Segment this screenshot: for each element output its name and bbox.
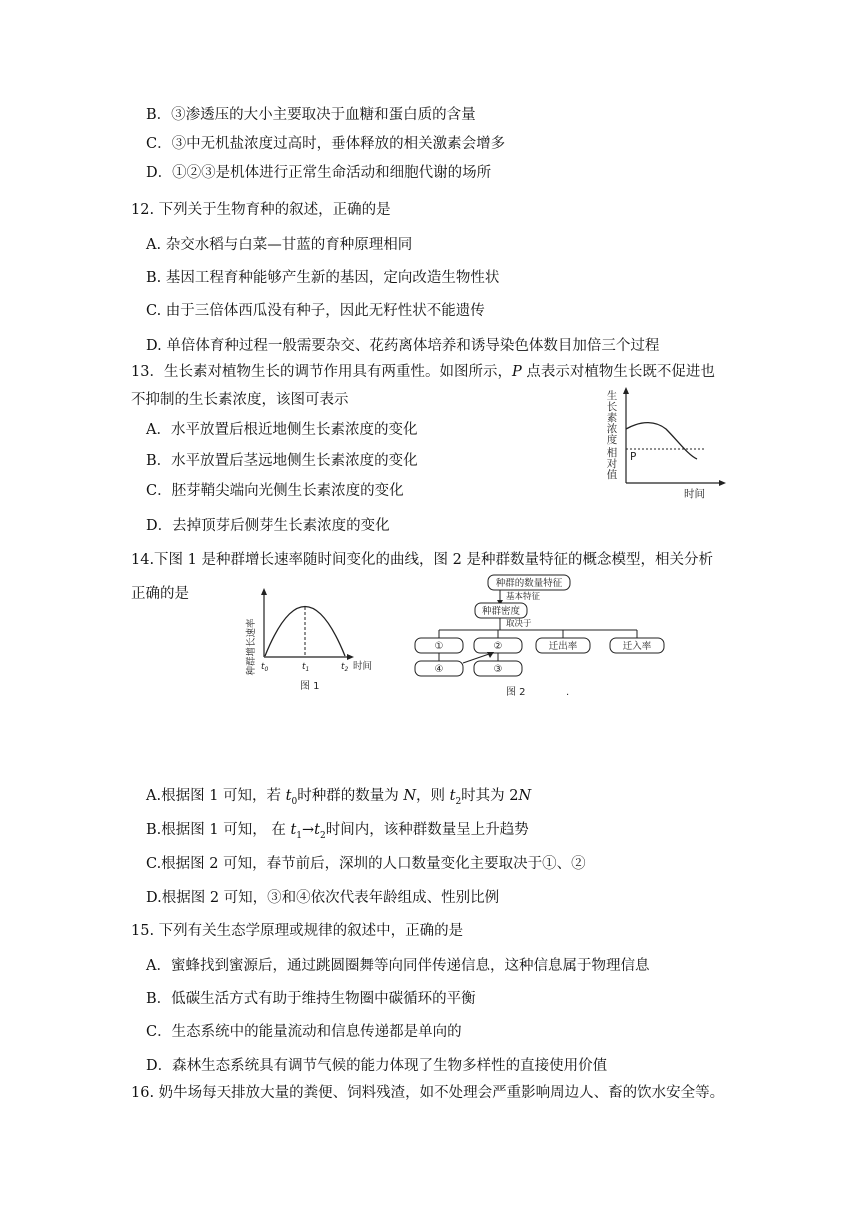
fig2-dot: . [566, 687, 570, 698]
t-text: t [261, 662, 265, 672]
y-axis-arrow [623, 387, 629, 394]
var-t: t [314, 822, 320, 838]
q13-stem-text-b: 点表示对植物生长既不促进也 [521, 364, 715, 380]
fig2-mid-arrow-label: 取决于 [506, 619, 532, 629]
q11-option-b: B．③渗透压的大小主要取决于血糖和蛋白质的含量 [146, 107, 476, 123]
text: ，则 [416, 788, 450, 804]
fig1-x-axis-arrow [347, 654, 354, 660]
q15-option-a: A．蜜蜂找到蜜源后，通过跳圆圈舞等向同伴传递信息，这种信息属于物理信息 [146, 958, 650, 974]
curve [626, 423, 697, 459]
fig2-top-box-label: 种群的数量特征 [495, 578, 563, 589]
fig1-y-axis-arrow [261, 588, 267, 595]
fig1-xlabel: 时间 [353, 661, 373, 672]
text: A.根据图 1 可知，若 [146, 788, 286, 804]
q12-option-b: B. 基因工程育种能够产生新的基因，定向改造生物性状 [146, 270, 500, 286]
fig2-box-4-label: 迁入率 [622, 641, 652, 652]
t-sub: 2 [344, 666, 349, 673]
fig2-box-1-label: ① [434, 641, 444, 652]
sub: 2 [319, 830, 326, 841]
q12-option-a: A. 杂交水稻与白菜—甘蓝的育种原理相同 [146, 237, 413, 253]
q13-option-d: D．去掉顶芽后侧芽生长素浓度的变化 [146, 518, 390, 534]
q12-option-d: D. 单倍体育种过程一般需要杂交、花药离体培养和诱导染色体数目加倍三个过程 [146, 338, 660, 354]
fig2-box-2-label: ② [493, 641, 503, 652]
q14-figure-1 [240, 585, 380, 695]
q13-stem-p: P [511, 364, 522, 380]
q14-figure-2 [410, 572, 680, 700]
fig2-mid-box-label: 种群密度 [481, 606, 521, 617]
q14-stem-line1: 14.下图 1 是种群增长速率随时间变化的曲线，图 2 是种群数量特征的概念模型，相关分析 [131, 552, 713, 568]
q11-option-d: D．①②③是机体进行正常生命活动和细胞代谢的场所 [146, 165, 492, 181]
x-label: 时间 [684, 488, 705, 500]
var-n: N [403, 788, 416, 804]
fig1-t0 [261, 662, 269, 673]
ylabel-char: 素 [606, 412, 618, 424]
fig2-caption: 图 2 [506, 687, 526, 698]
fig1-caption: 图 1 [300, 681, 320, 692]
t-sub: 0 [264, 666, 269, 673]
text: 时种群的数量为 [297, 788, 404, 804]
q16-stem: 16. 奶牛场每天排放大量的粪便、饲料残渣，如不处理会严重影响周边人、畜的饮水安全等。 [131, 1085, 725, 1101]
text: 时间内，该种群数量呈上升趋势 [325, 822, 529, 838]
q13-stem-line2: 不抑制的生长素浓度，该图可表示 [131, 392, 349, 408]
q15-option-b: B．低碳生活方式有助于维持生物圈中碳循环的平衡 [146, 991, 476, 1007]
sub: 1 [296, 830, 302, 841]
arrow: → [302, 822, 315, 838]
t-sub: 1 [305, 666, 310, 673]
fig1-t2 [341, 662, 349, 673]
fig1-ylabel: 种群增长速率 [246, 618, 257, 676]
q13-figure-ylabel [607, 389, 618, 481]
var-n: N [518, 788, 532, 804]
ylabel-char: 生 [606, 390, 618, 402]
q13-stem-line1 [131, 362, 715, 382]
fig2-top-arrow-label: 基本特征 [506, 592, 541, 602]
q13-option-c: C．胚芽鞘尖端向光侧生长素浓度的变化 [146, 483, 404, 499]
p-label: P [630, 451, 637, 463]
var-t: t [449, 788, 456, 804]
q15-stem: 15. 下列有关生态学原理或规律的叙述中，正确的是 [131, 923, 464, 939]
var-t: t [285, 788, 292, 804]
var-t: t [290, 822, 297, 838]
q12-option-c: C. 由于三倍体西瓜没有种子，因此无籽性状不能遗传 [146, 303, 485, 319]
q13-figure [600, 385, 730, 500]
q12-stem: 12. 下列关于生物育种的叙述，正确的是 [131, 202, 391, 218]
fig2-box-5-label: ④ [434, 664, 444, 675]
ylabel-char: 值 [606, 469, 618, 481]
q13-stem-text-a: 13．生长素对植物生长的调节作用具有两重性。如图所示， [131, 364, 512, 380]
ylabel-char: 对 [606, 458, 618, 470]
sub: 0 [291, 796, 298, 807]
ylabel-char: 浓 [606, 423, 618, 435]
t-text: t [341, 662, 345, 672]
ylabel-char: 相 [606, 447, 618, 459]
q15-option-d: D．森林生态系统具有调节气候的能力体现了生物多样性的直接使用价值 [146, 1058, 608, 1074]
fig2-box-6-label: ③ [493, 664, 503, 675]
q11-option-c: C．③中无机盐浓度过高时，垂体释放的相关激素会增多 [146, 136, 506, 152]
x-axis-arrow [719, 480, 726, 486]
q14-option-d: D.根据图 2 可知，③和④依次代表年龄组成、性别比例 [146, 890, 500, 906]
text: 时其为 2 [461, 788, 519, 804]
q13-option-b: B．水平放置后茎远地侧生长素浓度的变化 [146, 453, 418, 469]
fig1-t1 [302, 662, 309, 673]
fig2-box-3-label: 迁出率 [548, 641, 578, 652]
q14-option-a [146, 786, 531, 812]
text: B.根据图 1 可知， 在 [146, 822, 291, 838]
ylabel-char: 度 [606, 434, 618, 446]
q14-option-c: C.根据图 2 可知，春节前后，深圳的人口数量变化主要取决于①、② [146, 856, 586, 872]
q14-stem-line2: 正确的是 [131, 586, 189, 602]
sub: 2 [455, 796, 462, 807]
ylabel-char: 长 [606, 401, 618, 413]
q14-option-b [146, 820, 529, 846]
q13-option-a: A．水平放置后根近地侧生长素浓度的变化 [146, 422, 418, 438]
fig2-diagonal-arrow [487, 652, 494, 658]
t-text: t [302, 662, 306, 672]
q15-option-c: C．生态系统中的能量流动和信息传递都是单向的 [146, 1024, 462, 1040]
